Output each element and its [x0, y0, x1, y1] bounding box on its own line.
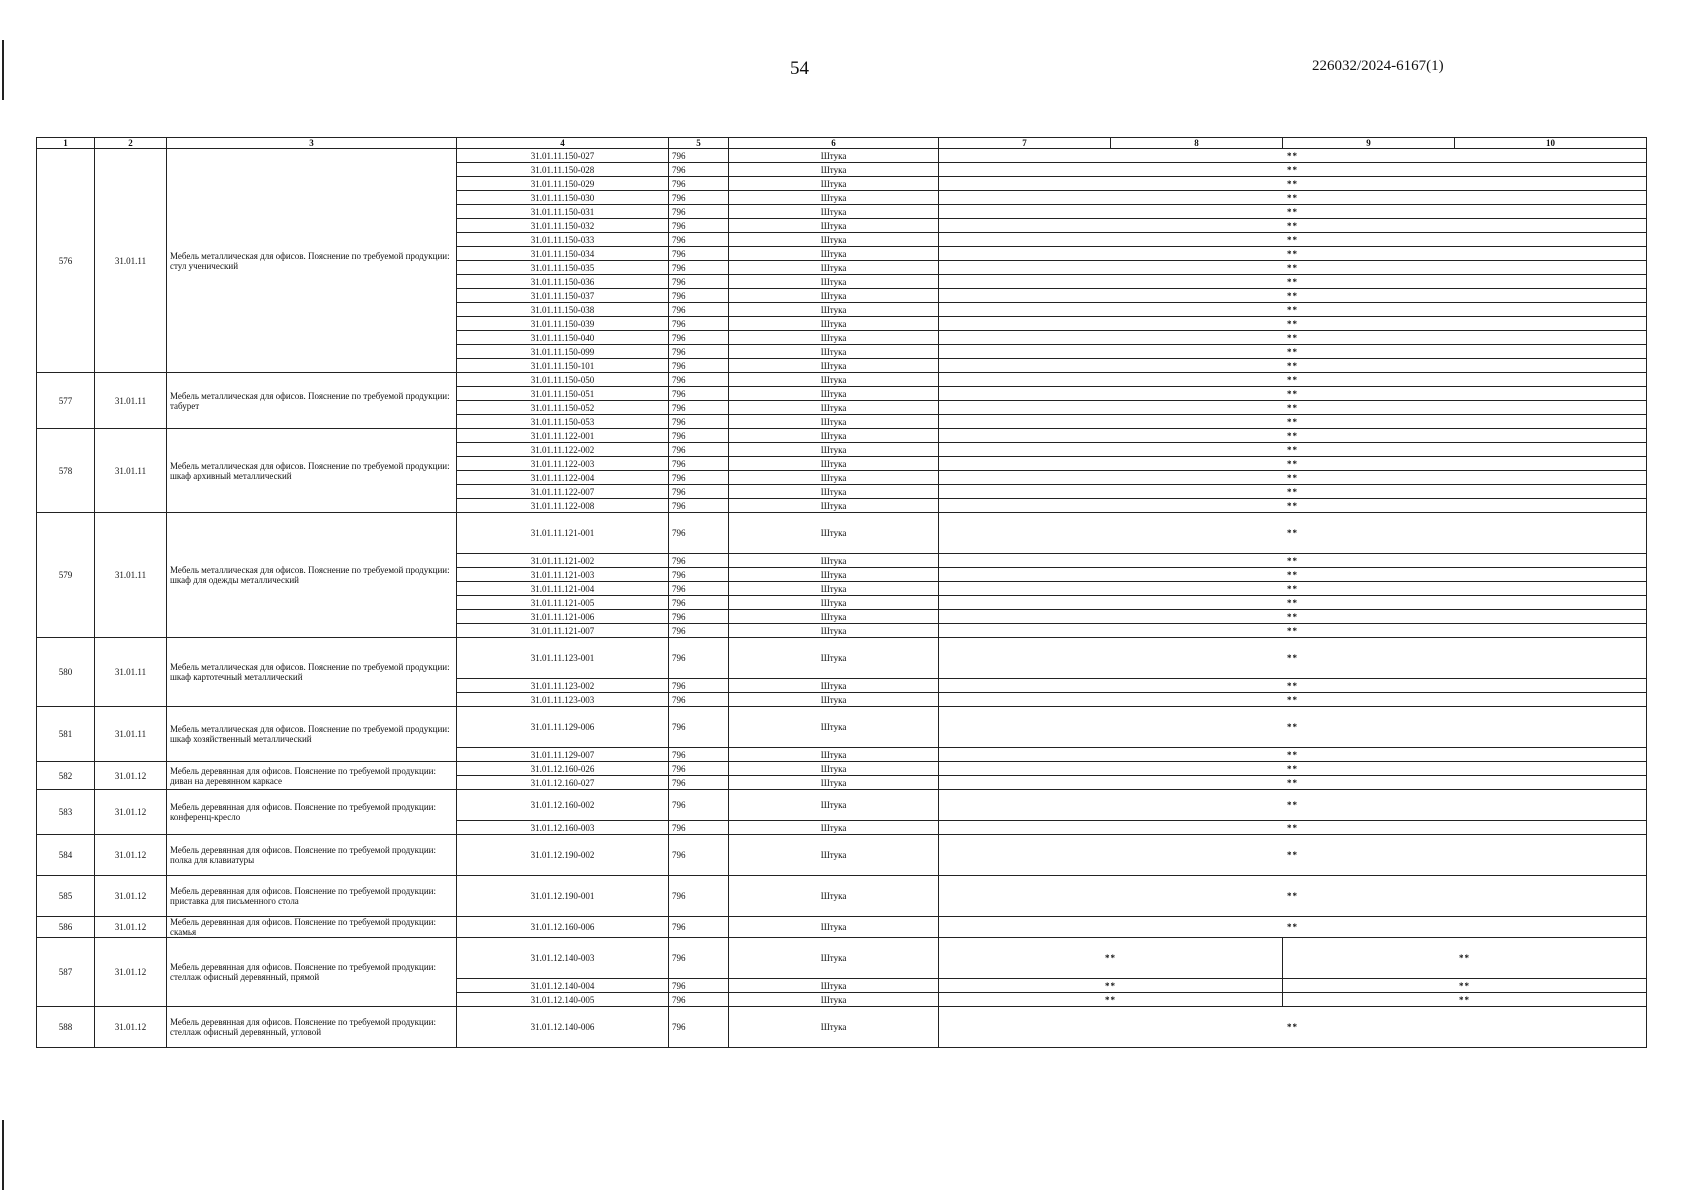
scan-margin-mark [2, 1120, 4, 1190]
mark-cell: ** [939, 373, 1647, 387]
mark-cell: ** [1283, 938, 1647, 979]
mark-cell: ** [939, 443, 1647, 457]
item-code: 31.01.11.129-006 [457, 707, 669, 748]
item-code: 31.01.11.150-050 [457, 373, 669, 387]
column-header: 10 [1455, 138, 1647, 149]
table-row [37, 149, 1647, 163]
okei-code: 796 [669, 554, 729, 568]
okpd-code: 31.01.12 [95, 835, 167, 876]
mark-cell: ** [939, 762, 1647, 776]
unit-name: Штука [729, 233, 939, 247]
mark-cell: ** [939, 568, 1647, 582]
mark-cell: ** [939, 790, 1647, 821]
mark-cell: ** [939, 876, 1647, 917]
item-code: 31.01.11.150-099 [457, 345, 669, 359]
column-header: 6 [729, 138, 939, 149]
unit-name: Штука [729, 638, 939, 679]
unit-name: Штука [729, 471, 939, 485]
okei-code: 796 [669, 610, 729, 624]
row-number: 586 [37, 917, 95, 938]
mark-cell: ** [939, 303, 1647, 317]
row-number: 579 [37, 513, 95, 638]
item-code: 31.01.11.150-032 [457, 219, 669, 233]
item-code: 31.01.11.150-038 [457, 303, 669, 317]
mark-cell: ** [939, 429, 1647, 443]
mark-cell: ** [939, 261, 1647, 275]
mark-cell: ** [939, 993, 1283, 1007]
okei-code: 796 [669, 317, 729, 331]
item-code: 31.01.11.150-028 [457, 163, 669, 177]
item-code: 31.01.11.150-029 [457, 177, 669, 191]
item-code: 31.01.12.160-026 [457, 762, 669, 776]
unit-name: Штука [729, 317, 939, 331]
mark-cell: ** [939, 596, 1647, 610]
mark-cell: ** [939, 289, 1647, 303]
okei-code: 796 [669, 177, 729, 191]
item-code: 31.01.11.123-001 [457, 638, 669, 679]
item-code: 31.01.12.140-003 [457, 938, 669, 979]
column-header: 4 [457, 138, 669, 149]
okei-code: 796 [669, 993, 729, 1007]
unit-name: Штука [729, 917, 939, 938]
item-code: 31.01.11.150-033 [457, 233, 669, 247]
unit-name: Штука [729, 443, 939, 457]
okei-code: 796 [669, 401, 729, 415]
item-code: 31.01.11.150-052 [457, 401, 669, 415]
row-number: 587 [37, 938, 95, 1007]
table-row [37, 790, 1647, 821]
item-code: 31.01.11.121-005 [457, 596, 669, 610]
mark-cell: ** [939, 191, 1647, 205]
unit-name: Штука [729, 568, 939, 582]
unit-name: Штука [729, 485, 939, 499]
okpd-code: 31.01.12 [95, 1007, 167, 1048]
okei-code: 796 [669, 582, 729, 596]
item-code: 31.01.11.150-053 [457, 415, 669, 429]
table-row [37, 1007, 1647, 1048]
unit-name: Штука [729, 513, 939, 554]
unit-name: Штука [729, 415, 939, 429]
okei-code: 796 [669, 876, 729, 917]
item-description: Мебель металлическая для офисов. Пояснение по требуемой продукции: шкаф архивный металлический [167, 429, 457, 513]
okpd-code: 31.01.11 [95, 149, 167, 373]
table-row [37, 638, 1647, 679]
mark-cell: ** [939, 513, 1647, 554]
item-description: Мебель металлическая для офисов. Пояснение по требуемой продукции: шкаф для одежды металлический [167, 513, 457, 638]
column-header: 8 [1111, 138, 1283, 149]
item-code: 31.01.11.129-007 [457, 748, 669, 762]
mark-cell: ** [939, 331, 1647, 345]
okpd-code: 31.01.11 [95, 513, 167, 638]
item-code: 31.01.12.190-001 [457, 876, 669, 917]
unit-name: Штука [729, 596, 939, 610]
okei-code: 796 [669, 233, 729, 247]
item-description: Мебель деревянная для офисов. Пояснение по требуемой продукции: диван на деревянном каркасе [167, 762, 457, 790]
mark-cell: ** [939, 610, 1647, 624]
registry-table [36, 137, 1647, 1048]
okpd-code: 31.01.12 [95, 938, 167, 1007]
item-code: 31.01.11.150-031 [457, 205, 669, 219]
table-row [37, 513, 1647, 554]
mark-cell: ** [939, 471, 1647, 485]
okei-code: 796 [669, 679, 729, 693]
unit-name: Штука [729, 373, 939, 387]
okei-code: 796 [669, 693, 729, 707]
item-code: 31.01.12.140-004 [457, 979, 669, 993]
mark-cell: ** [939, 205, 1647, 219]
table-row [37, 762, 1647, 776]
okei-code: 796 [669, 1007, 729, 1048]
table-row [37, 917, 1647, 938]
item-code: 31.01.11.121-007 [457, 624, 669, 638]
okei-code: 796 [669, 624, 729, 638]
mark-cell: ** [939, 401, 1647, 415]
table-row [37, 835, 1647, 876]
unit-name: Штука [729, 205, 939, 219]
unit-name: Штука [729, 401, 939, 415]
okpd-code: 31.01.11 [95, 638, 167, 707]
item-code: 31.01.11.123-003 [457, 693, 669, 707]
mark-cell: ** [939, 582, 1647, 596]
unit-name: Штука [729, 776, 939, 790]
mark-cell: ** [939, 707, 1647, 748]
okei-code: 796 [669, 457, 729, 471]
row-number: 577 [37, 373, 95, 429]
mark-cell: ** [939, 917, 1647, 938]
item-description: Мебель металлическая для офисов. Пояснение по требуемой продукции: шкаф картотечный металлический [167, 638, 457, 707]
okei-code: 796 [669, 275, 729, 289]
item-code: 31.01.11.150-030 [457, 191, 669, 205]
item-description: Мебель металлическая для офисов. Пояснение по требуемой продукции: шкаф хозяйственный металлический [167, 707, 457, 762]
row-number: 585 [37, 876, 95, 917]
item-description: Мебель металлическая для офисов. Пояснение по требуемой продукции: табурет [167, 373, 457, 429]
unit-name: Штука [729, 790, 939, 821]
okei-code: 796 [669, 790, 729, 821]
item-code: 31.01.11.150-039 [457, 317, 669, 331]
item-code: 31.01.12.140-006 [457, 1007, 669, 1048]
row-number: 584 [37, 835, 95, 876]
table-row [37, 876, 1647, 917]
item-code: 31.01.11.150-027 [457, 149, 669, 163]
row-number: 576 [37, 149, 95, 373]
column-header: 5 [669, 138, 729, 149]
unit-name: Штука [729, 345, 939, 359]
mark-cell: ** [939, 233, 1647, 247]
okei-code: 796 [669, 776, 729, 790]
mark-cell: ** [939, 748, 1647, 762]
unit-name: Штука [729, 429, 939, 443]
document-id: 226032/2024-6167(1) [1312, 58, 1444, 74]
table-row [37, 707, 1647, 748]
item-code: 31.01.12.160-006 [457, 917, 669, 938]
item-code: 31.01.12.140-005 [457, 993, 669, 1007]
okei-code: 796 [669, 568, 729, 582]
mark-cell: ** [939, 1007, 1647, 1048]
okei-code: 796 [669, 596, 729, 610]
mark-cell: ** [939, 457, 1647, 471]
unit-name: Штука [729, 582, 939, 596]
okei-code: 796 [669, 219, 729, 233]
mark-cell: ** [939, 499, 1647, 513]
okei-code: 796 [669, 163, 729, 177]
unit-name: Штука [729, 554, 939, 568]
unit-name: Штука [729, 163, 939, 177]
item-code: 31.01.11.122-003 [457, 457, 669, 471]
column-header: 1 [37, 138, 95, 149]
unit-name: Штука [729, 1007, 939, 1048]
item-code: 31.01.11.121-003 [457, 568, 669, 582]
mark-cell: ** [939, 554, 1647, 568]
mark-cell: ** [939, 776, 1647, 790]
okei-code: 796 [669, 638, 729, 679]
column-number-row [37, 138, 1647, 149]
item-code: 31.01.12.160-027 [457, 776, 669, 790]
mark-cell: ** [939, 485, 1647, 499]
okei-code: 796 [669, 485, 729, 499]
scan-margin-mark [2, 40, 4, 100]
item-code: 31.01.11.122-004 [457, 471, 669, 485]
unit-name: Штука [729, 457, 939, 471]
row-number: 583 [37, 790, 95, 835]
okei-code: 796 [669, 191, 729, 205]
mark-cell: ** [939, 387, 1647, 401]
item-description: Мебель деревянная для офисов. Пояснение по требуемой продукции: стеллаж офисный деревянный, угловой [167, 1007, 457, 1048]
item-code: 31.01.11.121-006 [457, 610, 669, 624]
unit-name: Штука [729, 624, 939, 638]
okei-code: 796 [669, 821, 729, 835]
okei-code: 796 [669, 513, 729, 554]
unit-name: Штука [729, 993, 939, 1007]
unit-name: Штука [729, 835, 939, 876]
item-code: 31.01.11.122-008 [457, 499, 669, 513]
mark-cell: ** [939, 693, 1647, 707]
okei-code: 796 [669, 205, 729, 219]
unit-name: Штука [729, 191, 939, 205]
mark-cell: ** [939, 415, 1647, 429]
okei-code: 796 [669, 762, 729, 776]
okei-code: 796 [669, 748, 729, 762]
unit-name: Штука [729, 331, 939, 345]
mark-cell: ** [939, 624, 1647, 638]
mark-cell: ** [1283, 979, 1647, 993]
unit-name: Штука [729, 762, 939, 776]
item-code: 31.01.11.122-002 [457, 443, 669, 457]
okei-code: 796 [669, 303, 729, 317]
mark-cell: ** [939, 638, 1647, 679]
item-description: Мебель деревянная для офисов. Пояснение по требуемой продукции: приставка для письменного стола [167, 876, 457, 917]
unit-name: Штука [729, 748, 939, 762]
mark-cell: ** [939, 345, 1647, 359]
mark-cell: ** [939, 149, 1647, 163]
okei-code: 796 [669, 359, 729, 373]
unit-name: Штука [729, 876, 939, 917]
unit-name: Штука [729, 979, 939, 993]
okei-code: 796 [669, 917, 729, 938]
unit-name: Штука [729, 275, 939, 289]
row-number: 588 [37, 1007, 95, 1048]
table-row [37, 429, 1647, 443]
mark-cell: ** [939, 359, 1647, 373]
unit-name: Штука [729, 177, 939, 191]
item-code: 31.01.11.150-036 [457, 275, 669, 289]
okei-code: 796 [669, 471, 729, 485]
item-code: 31.01.11.150-034 [457, 247, 669, 261]
item-description: Мебель деревянная для офисов. Пояснение по требуемой продукции: конференц-кресло [167, 790, 457, 835]
unit-name: Штука [729, 707, 939, 748]
mark-cell: ** [939, 679, 1647, 693]
mark-cell: ** [939, 835, 1647, 876]
item-code: 31.01.11.122-007 [457, 485, 669, 499]
item-description: Мебель металлическая для офисов. Пояснение по требуемой продукции: стул ученический [167, 149, 457, 373]
unit-name: Штука [729, 499, 939, 513]
unit-name: Штука [729, 359, 939, 373]
item-description: Мебель деревянная для офисов. Пояснение по требуемой продукции: полка для клавиатуры [167, 835, 457, 876]
item-code: 31.01.11.123-002 [457, 679, 669, 693]
item-code: 31.01.11.150-040 [457, 331, 669, 345]
mark-cell: ** [939, 821, 1647, 835]
item-code: 31.01.12.160-002 [457, 790, 669, 821]
okpd-code: 31.01.12 [95, 762, 167, 790]
mark-cell: ** [939, 275, 1647, 289]
okei-code: 796 [669, 499, 729, 513]
mark-cell: ** [939, 177, 1647, 191]
okpd-code: 31.01.12 [95, 876, 167, 917]
mark-cell: ** [939, 163, 1647, 177]
unit-name: Штука [729, 821, 939, 835]
item-description: Мебель деревянная для офисов. Пояснение по требуемой продукции: скамья [167, 917, 457, 938]
okpd-code: 31.01.11 [95, 373, 167, 429]
okei-code: 796 [669, 261, 729, 275]
unit-name: Штука [729, 679, 939, 693]
item-code: 31.01.11.121-001 [457, 513, 669, 554]
column-header: 7 [939, 138, 1111, 149]
unit-name: Штука [729, 219, 939, 233]
okpd-code: 31.01.11 [95, 707, 167, 762]
mark-cell: ** [939, 317, 1647, 331]
column-header: 2 [95, 138, 167, 149]
item-code: 31.01.11.121-002 [457, 554, 669, 568]
mark-cell: ** [939, 247, 1647, 261]
table-row [37, 373, 1647, 387]
okei-code: 796 [669, 429, 729, 443]
item-code: 31.01.12.190-002 [457, 835, 669, 876]
row-number: 578 [37, 429, 95, 513]
okei-code: 796 [669, 345, 729, 359]
mark-cell: ** [939, 979, 1283, 993]
okpd-code: 31.01.11 [95, 429, 167, 513]
okei-code: 796 [669, 387, 729, 401]
item-code: 31.01.11.150-037 [457, 289, 669, 303]
column-header: 3 [167, 138, 457, 149]
okei-code: 796 [669, 247, 729, 261]
page-number: 54 [790, 58, 809, 79]
column-header: 9 [1283, 138, 1455, 149]
row-number: 580 [37, 638, 95, 707]
okei-code: 796 [669, 443, 729, 457]
table-row [37, 938, 1647, 979]
unit-name: Штука [729, 693, 939, 707]
unit-name: Штука [729, 303, 939, 317]
okei-code: 796 [669, 331, 729, 345]
okei-code: 796 [669, 373, 729, 387]
unit-name: Штука [729, 938, 939, 979]
okei-code: 796 [669, 835, 729, 876]
item-code: 31.01.11.150-035 [457, 261, 669, 275]
okei-code: 796 [669, 938, 729, 979]
unit-name: Штука [729, 610, 939, 624]
okpd-code: 31.01.12 [95, 917, 167, 938]
item-code: 31.01.11.121-004 [457, 582, 669, 596]
unit-name: Штука [729, 247, 939, 261]
item-code: 31.01.11.150-051 [457, 387, 669, 401]
mark-cell: ** [1283, 993, 1647, 1007]
okei-code: 796 [669, 415, 729, 429]
unit-name: Штука [729, 289, 939, 303]
registry-body [37, 149, 1647, 1048]
okei-code: 796 [669, 979, 729, 993]
mark-cell: ** [939, 219, 1647, 233]
okei-code: 796 [669, 149, 729, 163]
item-code: 31.01.11.122-001 [457, 429, 669, 443]
okei-code: 796 [669, 707, 729, 748]
item-code: 31.01.11.150-101 [457, 359, 669, 373]
row-number: 582 [37, 762, 95, 790]
unit-name: Штука [729, 387, 939, 401]
mark-cell: ** [939, 938, 1283, 979]
okpd-code: 31.01.12 [95, 790, 167, 835]
row-number: 581 [37, 707, 95, 762]
item-code: 31.01.12.160-003 [457, 821, 669, 835]
item-description: Мебель деревянная для офисов. Пояснение по требуемой продукции: стеллаж офисный деревянный, прямой [167, 938, 457, 1007]
okei-code: 796 [669, 289, 729, 303]
unit-name: Штука [729, 149, 939, 163]
unit-name: Штука [729, 261, 939, 275]
